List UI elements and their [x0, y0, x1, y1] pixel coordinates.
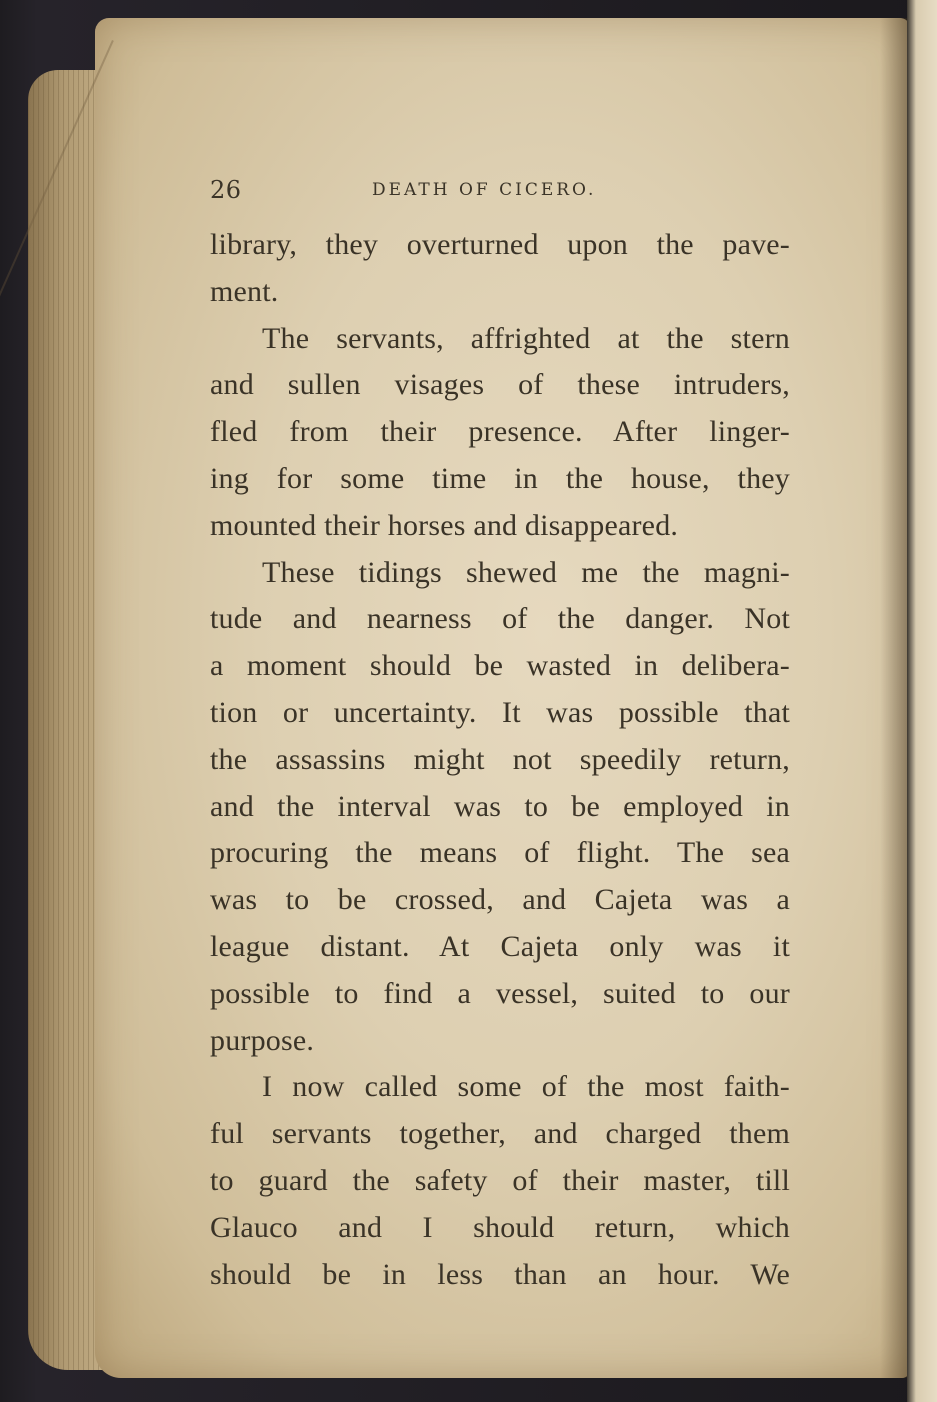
- text-line: library, they overturned upon the pave-: [210, 228, 790, 261]
- text-line: purpose.: [210, 1023, 315, 1057]
- text-line: Glauco and I should return, which: [210, 1210, 790, 1244]
- text-line: The servants, affrighted at the stern: [262, 321, 790, 355]
- gutter-shadow: [880, 18, 910, 1378]
- text-line: tion or uncertainty. It was possible that: [210, 695, 790, 729]
- text-line: was to be crossed, and Cajeta was a: [210, 883, 790, 917]
- text-line: tude and nearness of the danger. Not: [210, 602, 790, 636]
- text-line: mounted their horses and disappeared.: [210, 508, 679, 542]
- text-line: to guard the safety of their master, till: [210, 1163, 790, 1197]
- page-number: 26: [210, 176, 242, 204]
- text-line: ment.: [210, 274, 279, 308]
- text-line: possible to find a vessel, suited to our: [210, 976, 790, 1010]
- text-line: and sullen visages of these intruders,: [210, 368, 790, 402]
- facing-page-edge: [907, 0, 937, 1402]
- page-header: [210, 176, 790, 210]
- text-line: These tidings shewed me the magni-: [262, 555, 790, 589]
- text-line: and the interval was to be employed in: [210, 789, 790, 823]
- text-line: should be in less than an hour. We: [210, 1257, 790, 1291]
- running-head: DEATH OF CICERO.: [372, 180, 597, 200]
- body-text: [210, 222, 790, 1298]
- text-line: I now called some of the most faith-: [262, 1070, 790, 1104]
- text-line: procuring the means of flight. The sea: [210, 836, 790, 870]
- text-line: ing for some time in the house, they: [210, 461, 790, 495]
- text-line: a moment should be wasted in delibera-: [210, 649, 790, 683]
- text-line: fled from their presence. After linger-: [210, 415, 790, 449]
- text-line: the assassins might not speedily return,: [210, 742, 790, 776]
- text-line: ful servants together, and charged them: [210, 1117, 790, 1151]
- text-line: league distant. At Cajeta only was it: [210, 929, 790, 963]
